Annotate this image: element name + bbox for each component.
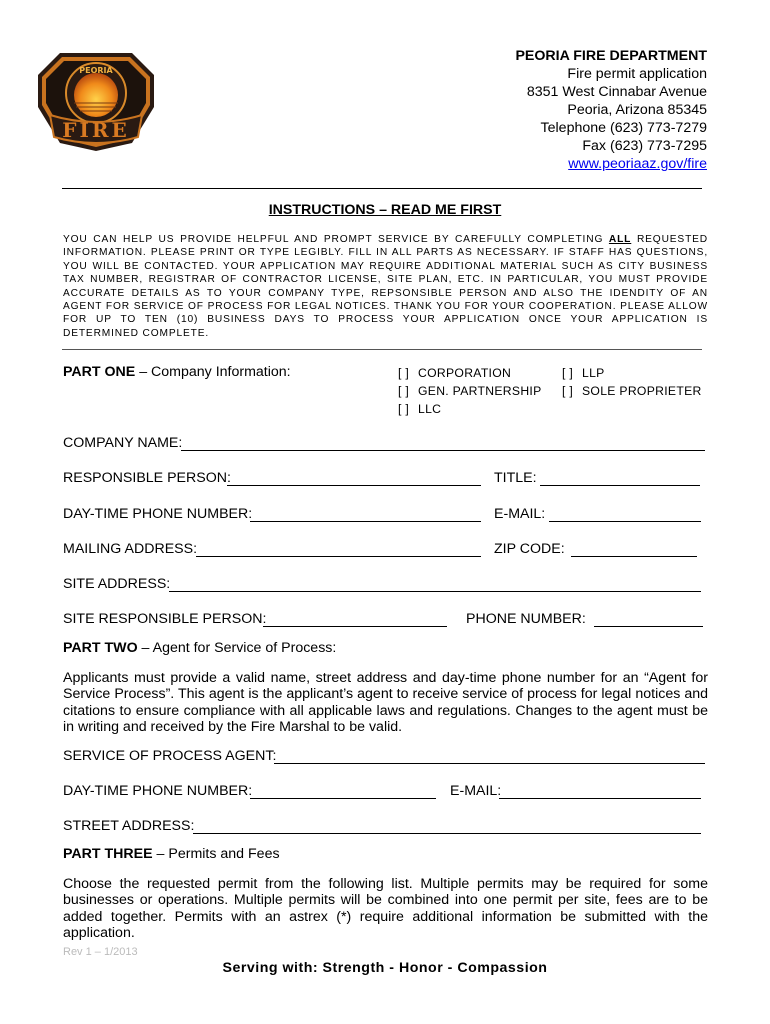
address-line1: 8351 West Cinnabar Avenue bbox=[526, 84, 707, 100]
part-three-heading: PART THREE – Permits and Fees bbox=[63, 846, 280, 862]
checkbox-llp[interactable]: [ ] LLP bbox=[562, 366, 605, 380]
site-address-field[interactable] bbox=[169, 591, 701, 592]
checkbox-sole-proprietor[interactable]: [ ] SOLE PROPRIETER bbox=[562, 384, 702, 398]
website-link[interactable]: www.peoriaaz.gov/fire bbox=[568, 156, 707, 172]
street-address-field[interactable] bbox=[193, 833, 701, 834]
agent-phone-label: DAY-TIME PHONE NUMBER: bbox=[63, 783, 253, 799]
part-three-paragraph: Choose the requested permit from the following list. Multiple permits may be required for some businesses or operations. Multiple permits will be combined into one permit per site, fees are to be added together. Permits with an astrex (*) require additional information be submitted with the application. bbox=[63, 876, 708, 941]
site-responsible-person-label: SITE RESPONSIBLE PERSON: bbox=[63, 611, 267, 627]
part-one-heading: PART ONE – Company Information: bbox=[63, 364, 291, 380]
zip-code-label: ZIP CODE: bbox=[494, 541, 565, 557]
title-field[interactable] bbox=[540, 485, 700, 486]
telephone: Telephone (623) 773-7279 bbox=[540, 120, 707, 136]
instructions-divider bbox=[62, 349, 702, 350]
street-address-label: STREET ADDRESS: bbox=[63, 818, 195, 834]
daytime-phone-field[interactable] bbox=[250, 521, 481, 522]
phone-number-field[interactable] bbox=[594, 626, 703, 627]
agent-email-label: E-MAIL: bbox=[450, 783, 502, 799]
agent-field[interactable] bbox=[274, 763, 705, 764]
responsible-person-label: RESPONSIBLE PERSON: bbox=[63, 470, 231, 486]
agent-email-field[interactable] bbox=[499, 798, 701, 799]
company-name-label: COMPANY NAME: bbox=[63, 435, 183, 451]
company-name-field[interactable] bbox=[181, 450, 705, 451]
daytime-phone-label: DAY-TIME PHONE NUMBER: bbox=[63, 506, 253, 522]
part-two-heading: PART TWO – Agent for Service of Process: bbox=[63, 640, 337, 656]
address-line2: Peoria, Arizona 85345 bbox=[567, 102, 707, 118]
instructions-text: YOU CAN HELP US PROVIDE HELPFUL AND PROMPT SERVICE BY CAREFULLY COMPLETING ALL REQUESTED INFORMATION. PLEASE PRINT OR TYPE LEGIBLY. FILL IN ALL PARTS AS NECESSARY. IF STAFF HAS QUESTIONS, YOU WILL BE CONTACTED. YOUR APPLICATION MAY REQUIRE ADDITIONAL MATERIAL SUCH AS CITY BUSINESS TAX NUMBER, REGISTRAR OF CONTRACTOR LICENSE, SITE PLAN, ETC. IN PARTICULAR, YOU MUST PROVIDE ACCURATE DETAILS AS TO YOUR COMPANY TYPE, REPSONSIBLE PERSON AND ALSO THE IDENDITY OF AN AGENT FOR SERVICE OF PROCESS FOR LEGAL NOTICES. THANK YOU FOR YOUR COOPERATION. PLEASE ALLOW FOR UP TO TEN (10) BUSINESS DAYS TO PROCESS YOUR APPLICATION ONCE YOUR APPLICATION IS DETERMINED COMPLETE. bbox=[63, 234, 708, 339]
peoria-fire-logo bbox=[30, 45, 162, 153]
header-divider bbox=[62, 188, 702, 189]
site-address-label: SITE ADDRESS: bbox=[63, 576, 171, 592]
instructions-title: INSTRUCTIONS – READ ME FIRST bbox=[268, 202, 502, 218]
agent-label: SERVICE OF PROCESS AGENT: bbox=[63, 748, 277, 764]
logo-bottom-text: FIRE bbox=[62, 118, 130, 142]
form-name: Fire permit application bbox=[567, 66, 707, 82]
logo-top-text: PEORIA bbox=[79, 66, 113, 75]
agent-phone-field[interactable] bbox=[250, 798, 436, 799]
checkbox-llc[interactable]: [ ] LLC bbox=[398, 402, 442, 416]
motto: Serving with: Strength - Honor - Compassion bbox=[222, 960, 548, 976]
email-label: E-MAIL: bbox=[494, 506, 546, 522]
header-address-block bbox=[515, 47, 707, 173]
mailing-address-field[interactable] bbox=[196, 556, 481, 557]
part-two-paragraph: Applicants must provide a valid name, street address and day-time phone number for an “Agent for Service Process”. This agent is the applicant’s agent to receive service of process for legal notices and citations to ensure compliance with all applicable laws and regulations. Changes to the agent must be in writing and received by the Fire Marshal to be valid. bbox=[63, 670, 708, 735]
revision-label: Rev 1 – 1/2013 bbox=[63, 946, 138, 958]
mailing-address-label: MAILING ADDRESS: bbox=[63, 541, 198, 557]
fax: Fax (623) 773-7295 bbox=[582, 138, 707, 154]
email-field[interactable] bbox=[549, 521, 701, 522]
department-name: PEORIA FIRE DEPARTMENT bbox=[515, 48, 707, 64]
phone-number-label: PHONE NUMBER: bbox=[466, 611, 586, 627]
zip-code-field[interactable] bbox=[571, 556, 697, 557]
instructions-emphasis: ALL bbox=[608, 234, 632, 245]
title-label: TITLE: bbox=[494, 470, 537, 486]
site-responsible-person-field[interactable] bbox=[263, 626, 447, 627]
responsible-person-field[interactable] bbox=[227, 485, 481, 486]
checkbox-corporation[interactable]: [ ] CORPORATION bbox=[398, 366, 512, 380]
checkbox-gen-partnership[interactable]: [ ] GEN. PARTNERSHIP bbox=[398, 384, 542, 398]
